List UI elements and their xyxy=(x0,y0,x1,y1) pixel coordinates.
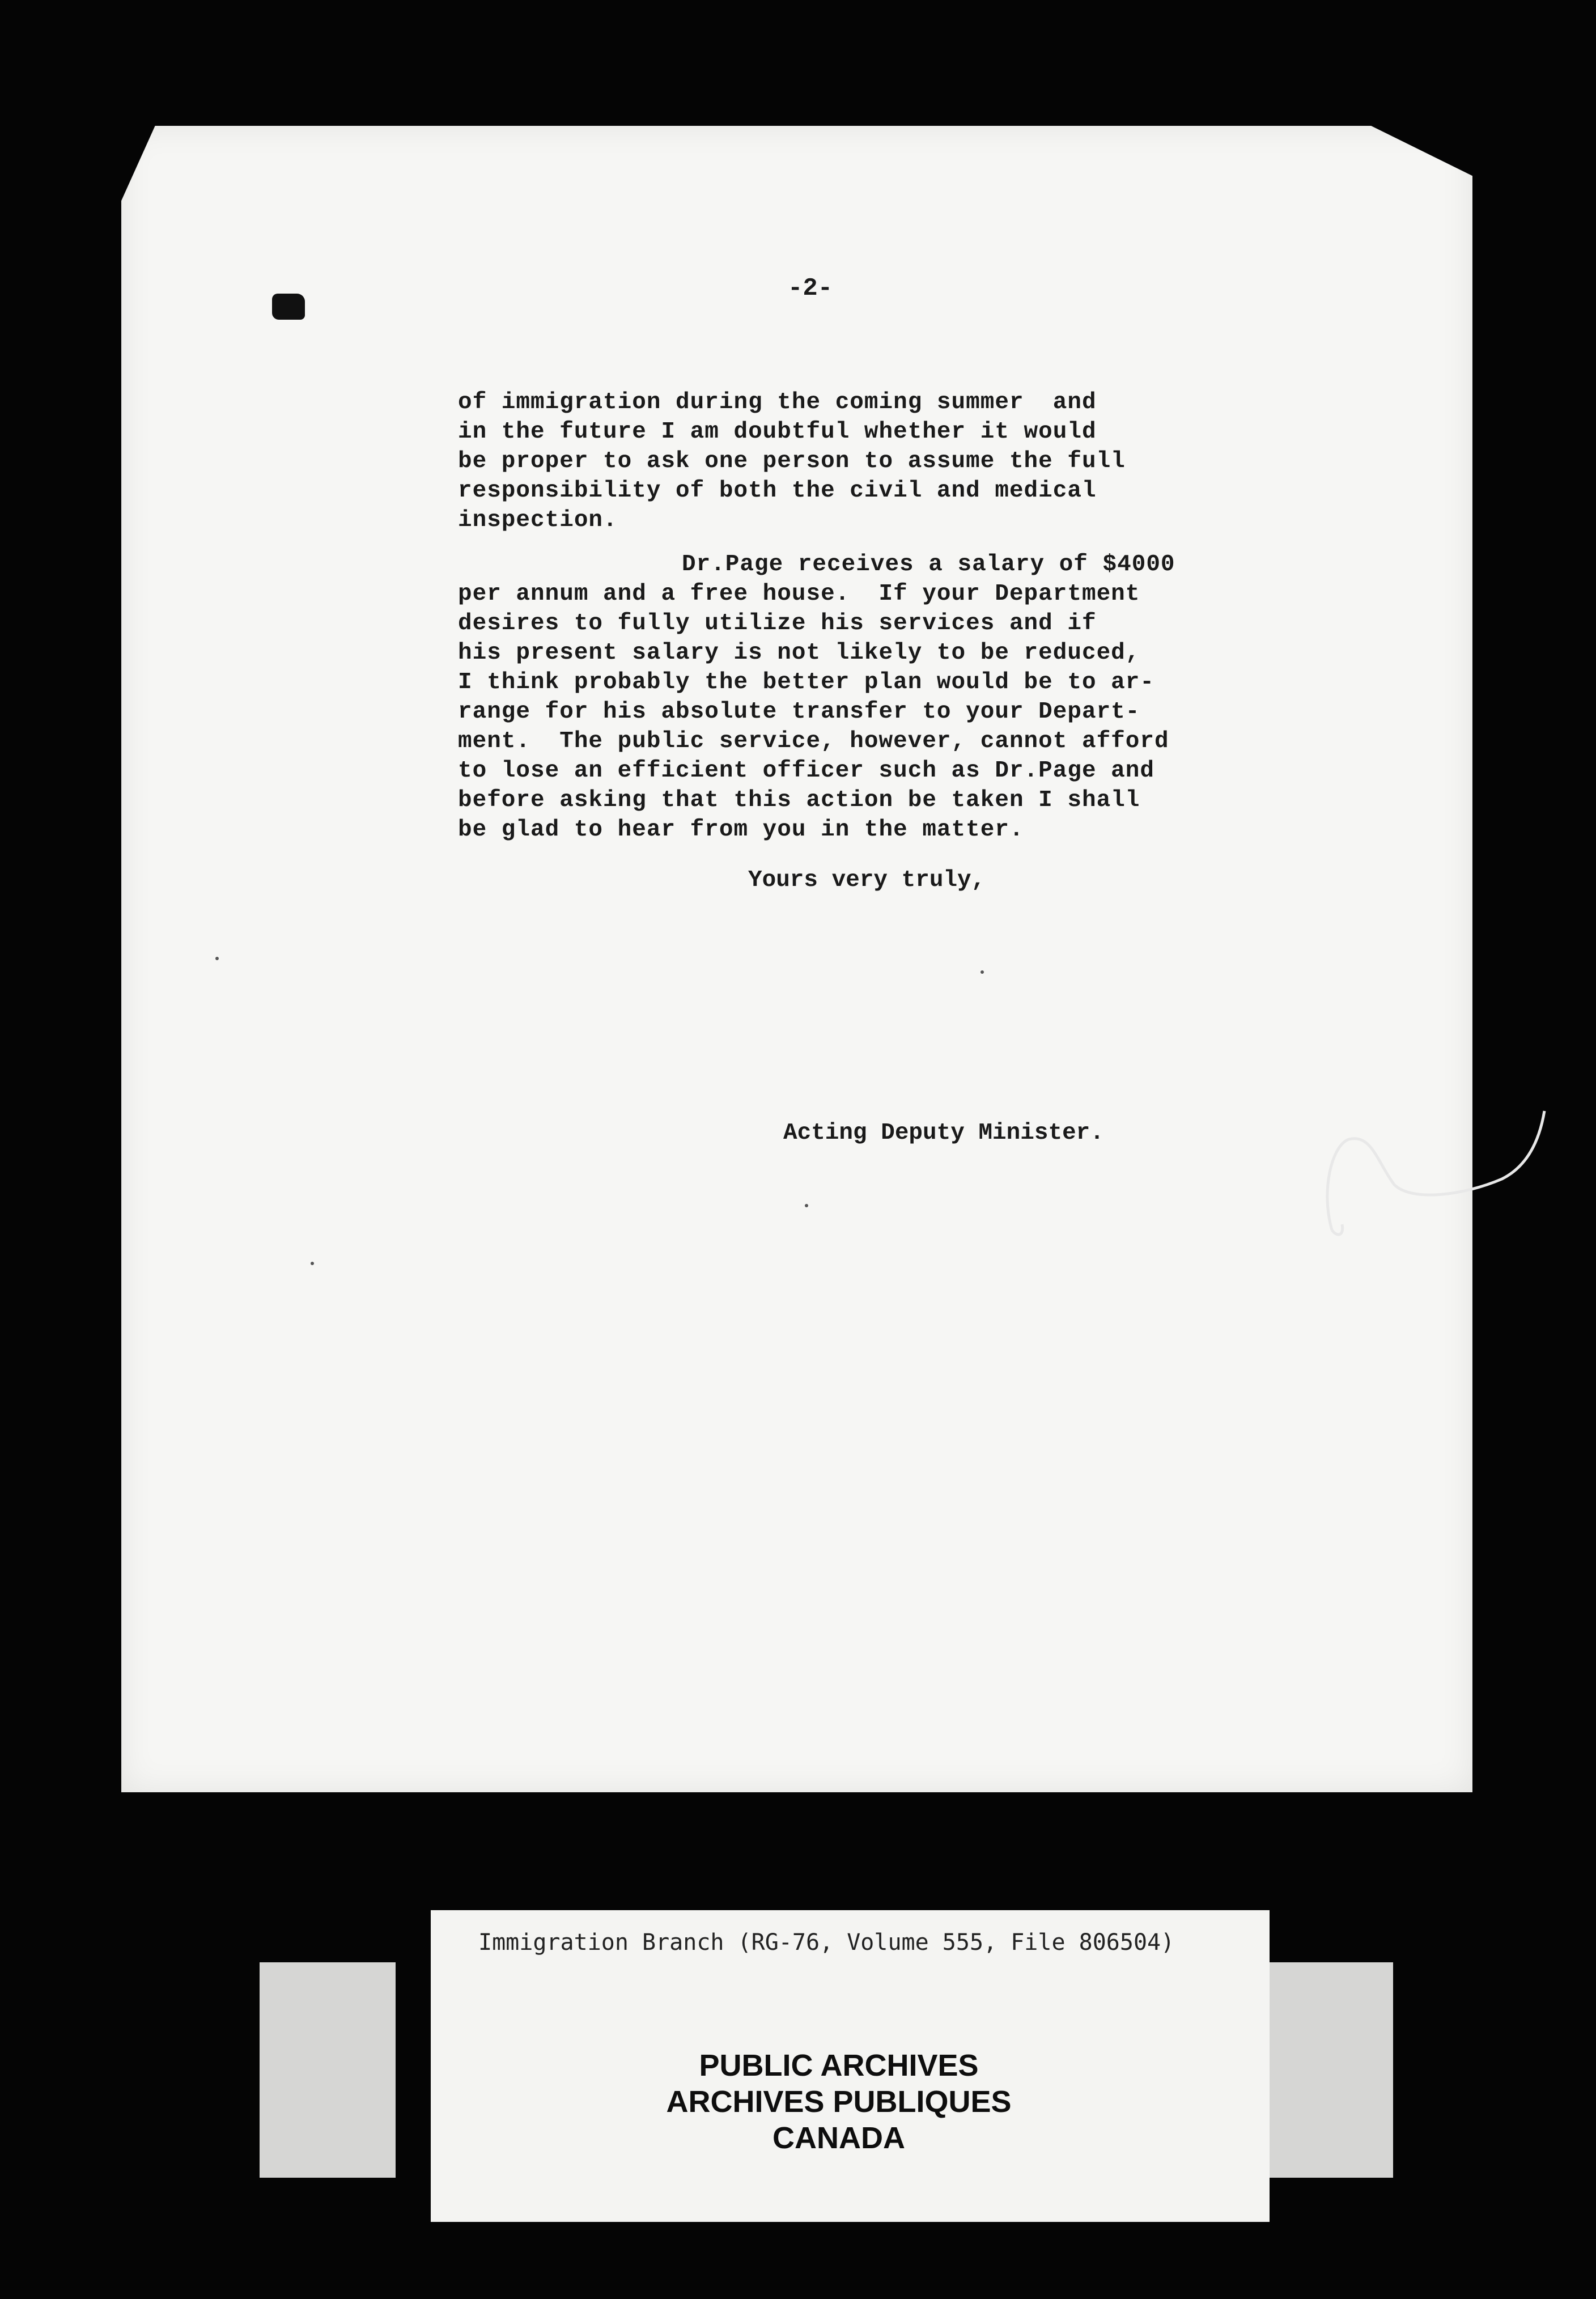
pen-mark xyxy=(1315,1088,1553,1258)
body-line: Dr.Page receives a salary of $4000 xyxy=(682,552,1175,578)
archive-reference-text: Immigration Branch (RG-76, Volume 555, File 806504) xyxy=(478,1929,1175,1956)
stamp-line: PUBLIC ARCHIVES xyxy=(699,2048,979,2082)
paragraph-gap xyxy=(458,535,1308,550)
body-line: to lose an efficient officer such as Dr.Page and xyxy=(458,758,1154,784)
body-line: before asking that this action be taken I shall xyxy=(458,787,1140,813)
hole-punch-mark xyxy=(272,294,305,320)
body-line: in the future I am doubtful whether it would xyxy=(458,419,1097,445)
body-line: per annum and a free house. If your Department xyxy=(458,581,1140,607)
public-archives-stamp xyxy=(612,2047,1066,2172)
stamp-strip-edge xyxy=(1257,1962,1393,2178)
paper-speck xyxy=(805,1204,808,1207)
body-line: his present salary is not likely to be reduced, xyxy=(458,640,1140,666)
body-line: inspection. xyxy=(458,507,618,533)
body-line: desires to fully utilize his services and if xyxy=(458,610,1097,637)
closing-salutation: Yours very truly, xyxy=(748,867,986,893)
body-line: responsibility of both the civil and medical xyxy=(458,478,1097,504)
letter-body xyxy=(458,388,1308,845)
stamp-strip-edge xyxy=(260,1962,396,2178)
signature-title: Acting Deputy Minister. xyxy=(783,1120,1104,1146)
page-number: -2- xyxy=(788,274,833,303)
paper-speck xyxy=(215,957,219,960)
stamp-line: CANADA xyxy=(772,2121,905,2155)
letter-page xyxy=(121,126,1472,1792)
paper-speck xyxy=(980,970,984,974)
body-line: of immigration during the coming summer and xyxy=(458,389,1097,415)
body-line: ment. The public service, however, cannot afford xyxy=(458,728,1169,754)
body-line: be proper to ask one person to assume the full xyxy=(458,448,1126,474)
body-line: be glad to hear from you in the matter. xyxy=(458,817,1024,843)
body-line: range for his absolute transfer to your Depart- xyxy=(458,699,1140,725)
paper-speck xyxy=(311,1262,314,1265)
body-line: I think probably the better plan would be to ar- xyxy=(458,669,1154,695)
stamp-line: ARCHIVES PUBLIQUES xyxy=(666,2085,1012,2119)
